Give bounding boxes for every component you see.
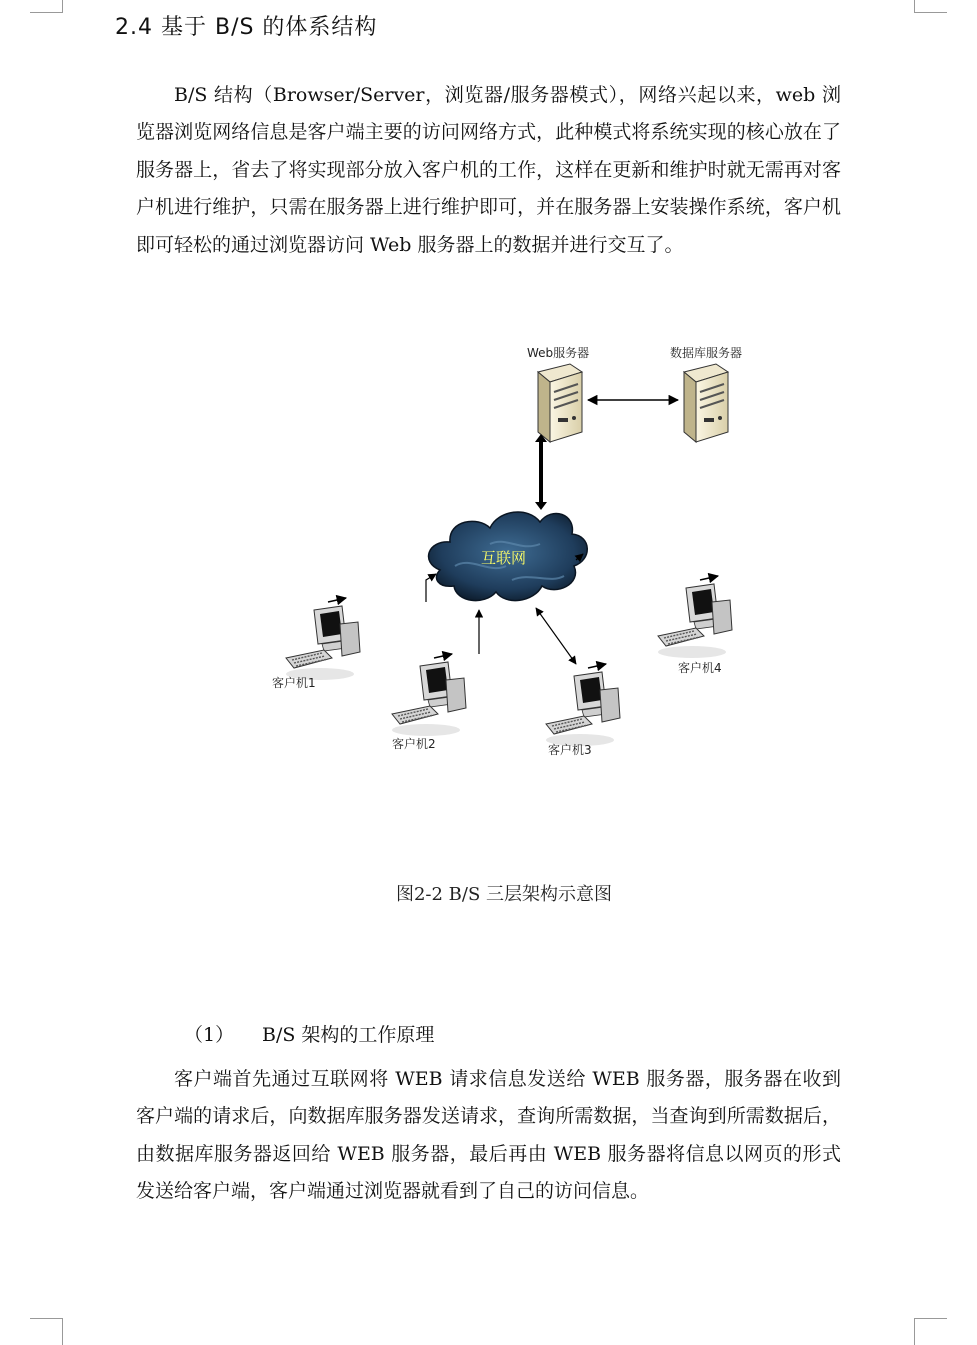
client2-label: 客户机2: [392, 737, 436, 751]
crop-mark-bottom-left: [30, 1318, 63, 1345]
client1-link: [426, 574, 436, 602]
intro-paragraph: B/S 结构（Browser/Server，浏览器/服务器模式），网络兴起以来，web 浏览器浏览网络信息是客户端主要的访问网络方式，此种模式将系统实现的核心放在了服务器上，省去了将实现部分放入客户机的工作，这样在更新和维护时就无需再对客户机进行维护，只需在服务器上进行维护即可，并在服务器上安装操作系统，客户机即可轻松的通过浏览器访问 Web 服务器上的数据并进行交互了。: [136, 84, 841, 256]
client1-computer-icon: [286, 598, 360, 680]
database-server-label: 数据库服务器: [670, 346, 743, 360]
client3-label: 客户机3: [548, 743, 592, 757]
crop-mark-top-right: [914, 0, 947, 13]
web-server-icon: [538, 364, 582, 442]
working-principle-paragraph: 客户端首先通过互联网将 WEB 请求信息发送给 WEB 服务器，服务器在收到客户端的请求后，向数据库服务器发送请求，查询所需数据，当查询到所需数据后，由数据库服务器返回给 WEB 服务器，最后再由 WEB 服务器将信息以网页的形式发送给客户端，客户端通过浏览器就看到了自己的访问信息。: [136, 1068, 841, 1203]
client2-computer-icon: [392, 654, 466, 736]
crop-mark-top-left: [30, 0, 63, 13]
web-server-label: Web服务器: [527, 346, 590, 360]
client4-computer-icon: [658, 576, 732, 658]
bs-architecture-diagram: [250, 330, 770, 770]
database-server-icon: [684, 364, 728, 442]
client3-link: [536, 608, 576, 664]
subsection-title: B/S 架构的工作原理: [262, 1024, 435, 1046]
crop-mark-bottom-right: [914, 1318, 947, 1345]
subsection-number: （1）: [184, 1024, 235, 1046]
client3-computer-icon: [546, 664, 620, 746]
internet-label: 互联网: [481, 549, 527, 567]
subsection-heading: [184, 1020, 434, 1047]
client1-label: 客户机1: [272, 676, 316, 690]
client4-label: 客户机4: [678, 661, 722, 675]
section-heading: 2.4 基于 B/S 的体系结构: [115, 15, 378, 40]
figure-caption: 图2-2 B/S 三层架构示意图: [395, 884, 613, 905]
